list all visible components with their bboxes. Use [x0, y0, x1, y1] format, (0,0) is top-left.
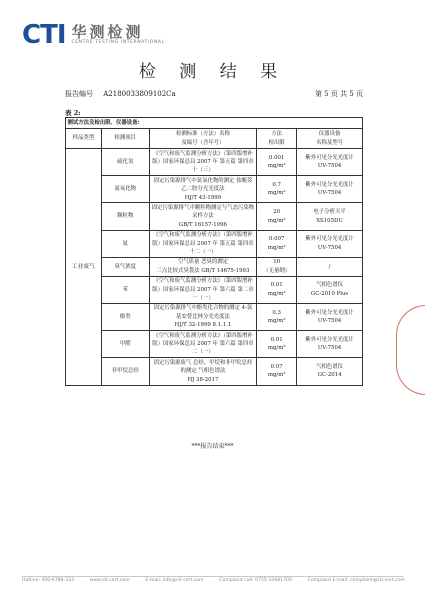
footer-email: E-mail: info@cti-cert.com: [145, 578, 204, 583]
instrument-cell: 紫外可见分光光度计 UV-7504: [297, 331, 363, 358]
item-cell: 颗粒物: [101, 203, 149, 230]
header-item: 检测项目: [101, 129, 149, 149]
table-row: [66, 203, 363, 230]
limit-cell: 0.007 mg/m³: [257, 230, 297, 257]
limit-cell: 0.01 mg/m³: [257, 331, 297, 358]
method-cell: 固定污染源排气中酚类化合物的测定 4-氨基安替比林分光光度法 HJ/T 32-1999 8.1.1.1: [149, 303, 257, 330]
logo-english-name: CENTRE TESTING INTERNATIONAL: [71, 40, 165, 45]
table-row: [66, 276, 363, 303]
page-footer: [22, 578, 405, 583]
footer-website: www.cti-cert.com: [89, 578, 130, 583]
item-cell: 酚类: [101, 303, 149, 330]
logo-chinese-name: 华测检测: [71, 23, 144, 41]
table-caption: 表 2:: [65, 109, 81, 117]
method-cell: 固定污染源排气中颗粒物测定与气态污染物采样方法 GB/T 16157-1996: [149, 203, 257, 230]
item-cell: 氮氧化物: [101, 176, 149, 203]
instrument-cell: 紫外可见分光光度计 UV-7504: [297, 303, 363, 330]
table-row: [66, 331, 363, 358]
instrument-cell: 紫外可见分光光度计 UV-7504: [297, 230, 363, 257]
item-cell: 非甲烷总烃: [101, 358, 149, 385]
report-number-label: 报告编号: [65, 90, 93, 98]
red-seal-stamp: [396, 305, 425, 395]
footer-divider: [22, 576, 403, 577]
document-title: 检 测 结 果: [138, 62, 287, 82]
method-cell: 空气质量 恶臭的测定 三点比较式臭袋法 GB/T 14675-1993: [149, 257, 257, 276]
item-cell: 苯: [101, 276, 149, 303]
section-title: 测试方法及检出限、仪器设备:: [66, 118, 363, 129]
limit-cell: 0.01 mg/m³: [257, 276, 297, 303]
instrument-cell: 气相色谱仪 GC-2014: [297, 358, 363, 385]
item-cell: 臭气浓度: [101, 257, 149, 276]
limit-cell: 0.3 mg/m³: [257, 303, 297, 330]
instrument-cell: 气相色谱仪 GC-2010 Plus: [297, 276, 363, 303]
footer-complaint-call: Complaint call: 0755-33681700: [219, 578, 292, 583]
method-cell: 《空气和废气监测分析方法》（第四版增补版）国家环保总局 2007 年 第六篇 第四章 二（一）: [149, 331, 257, 358]
instrument-cell: /: [297, 257, 363, 276]
limit-cell: 0.001 mg/m³: [257, 149, 297, 176]
report-number: [65, 89, 176, 99]
header-instrument: 仪器设备 名称及型号: [297, 129, 363, 149]
limit-cell: 10 （无量纲）: [257, 257, 297, 276]
table-row: [66, 230, 363, 257]
table-row: [66, 303, 363, 330]
footer-hotline: Hotline: 400-6788-333: [22, 578, 74, 583]
logo-mark: CTI: [22, 20, 66, 50]
table-row: [66, 257, 363, 276]
method-cell: 《空气和废气监测分析方法》（第四版增补版）国家环保总局 2007 年 第五篇 第四章 十（三）: [149, 149, 257, 176]
method-cell: 固定污染源废气 总烃、甲烷和非甲烷总烃的测定 气相色谱法 HJ 38-2017: [149, 358, 257, 385]
method-cell: 《空气和废气监测分析方法》（第四版增补版）国家环保总局 2007 年 第六篇 第二章 一（一）: [149, 276, 257, 303]
page-number: 第 5 页 共 5 页: [314, 90, 363, 98]
method-cell: 《空气和废气监测分析方法》（第四版增补版）国家环保总局 2007 年 第五篇 第四章 十二（一）: [149, 230, 257, 257]
instrument-cell: 紫外可见分光光度计 UV-7504: [297, 149, 363, 176]
logo-text: [72, 24, 165, 46]
table-section-row: [66, 118, 363, 129]
table-row: [66, 358, 363, 385]
table-header-row: [66, 129, 363, 149]
header-limit: 方法 检出限: [257, 129, 297, 149]
report-number-value: A2180033809102Ca: [103, 90, 176, 98]
report-end-note: ***报告结束***: [191, 443, 234, 450]
limit-cell: 0.7 mg/m³: [257, 176, 297, 203]
company-logo: [22, 22, 165, 48]
method-cell: 固定污染源排气中氮氧化物的测定 盐酸萘乙二胺分光光度法 HJ/T 43-1999: [149, 176, 257, 203]
sample-type-cell: 工业废气: [66, 149, 102, 386]
item-cell: 氨: [101, 230, 149, 257]
header-method: 检测标准（方法）名称 及编号（含年号）: [149, 129, 257, 149]
instrument-cell: 紫外可见分光光度计 UV-7504: [297, 176, 363, 203]
footer-complaint-email: Complaint E-mail: complaint@cti-cert.com: [307, 578, 405, 583]
table-row: [66, 176, 363, 203]
instrument-cell: 电子分析天平 XS105DU: [297, 203, 363, 230]
methods-table: [65, 117, 363, 386]
item-cell: 甲醛: [101, 331, 149, 358]
header-sample-type: 样品类型: [66, 129, 102, 149]
limit-cell: 0.07 mg/m³: [257, 358, 297, 385]
report-meta: [65, 89, 363, 99]
item-cell: 硫化氢: [101, 149, 149, 176]
table-row: [66, 149, 363, 176]
limit-cell: 20 mg/m³: [257, 203, 297, 230]
